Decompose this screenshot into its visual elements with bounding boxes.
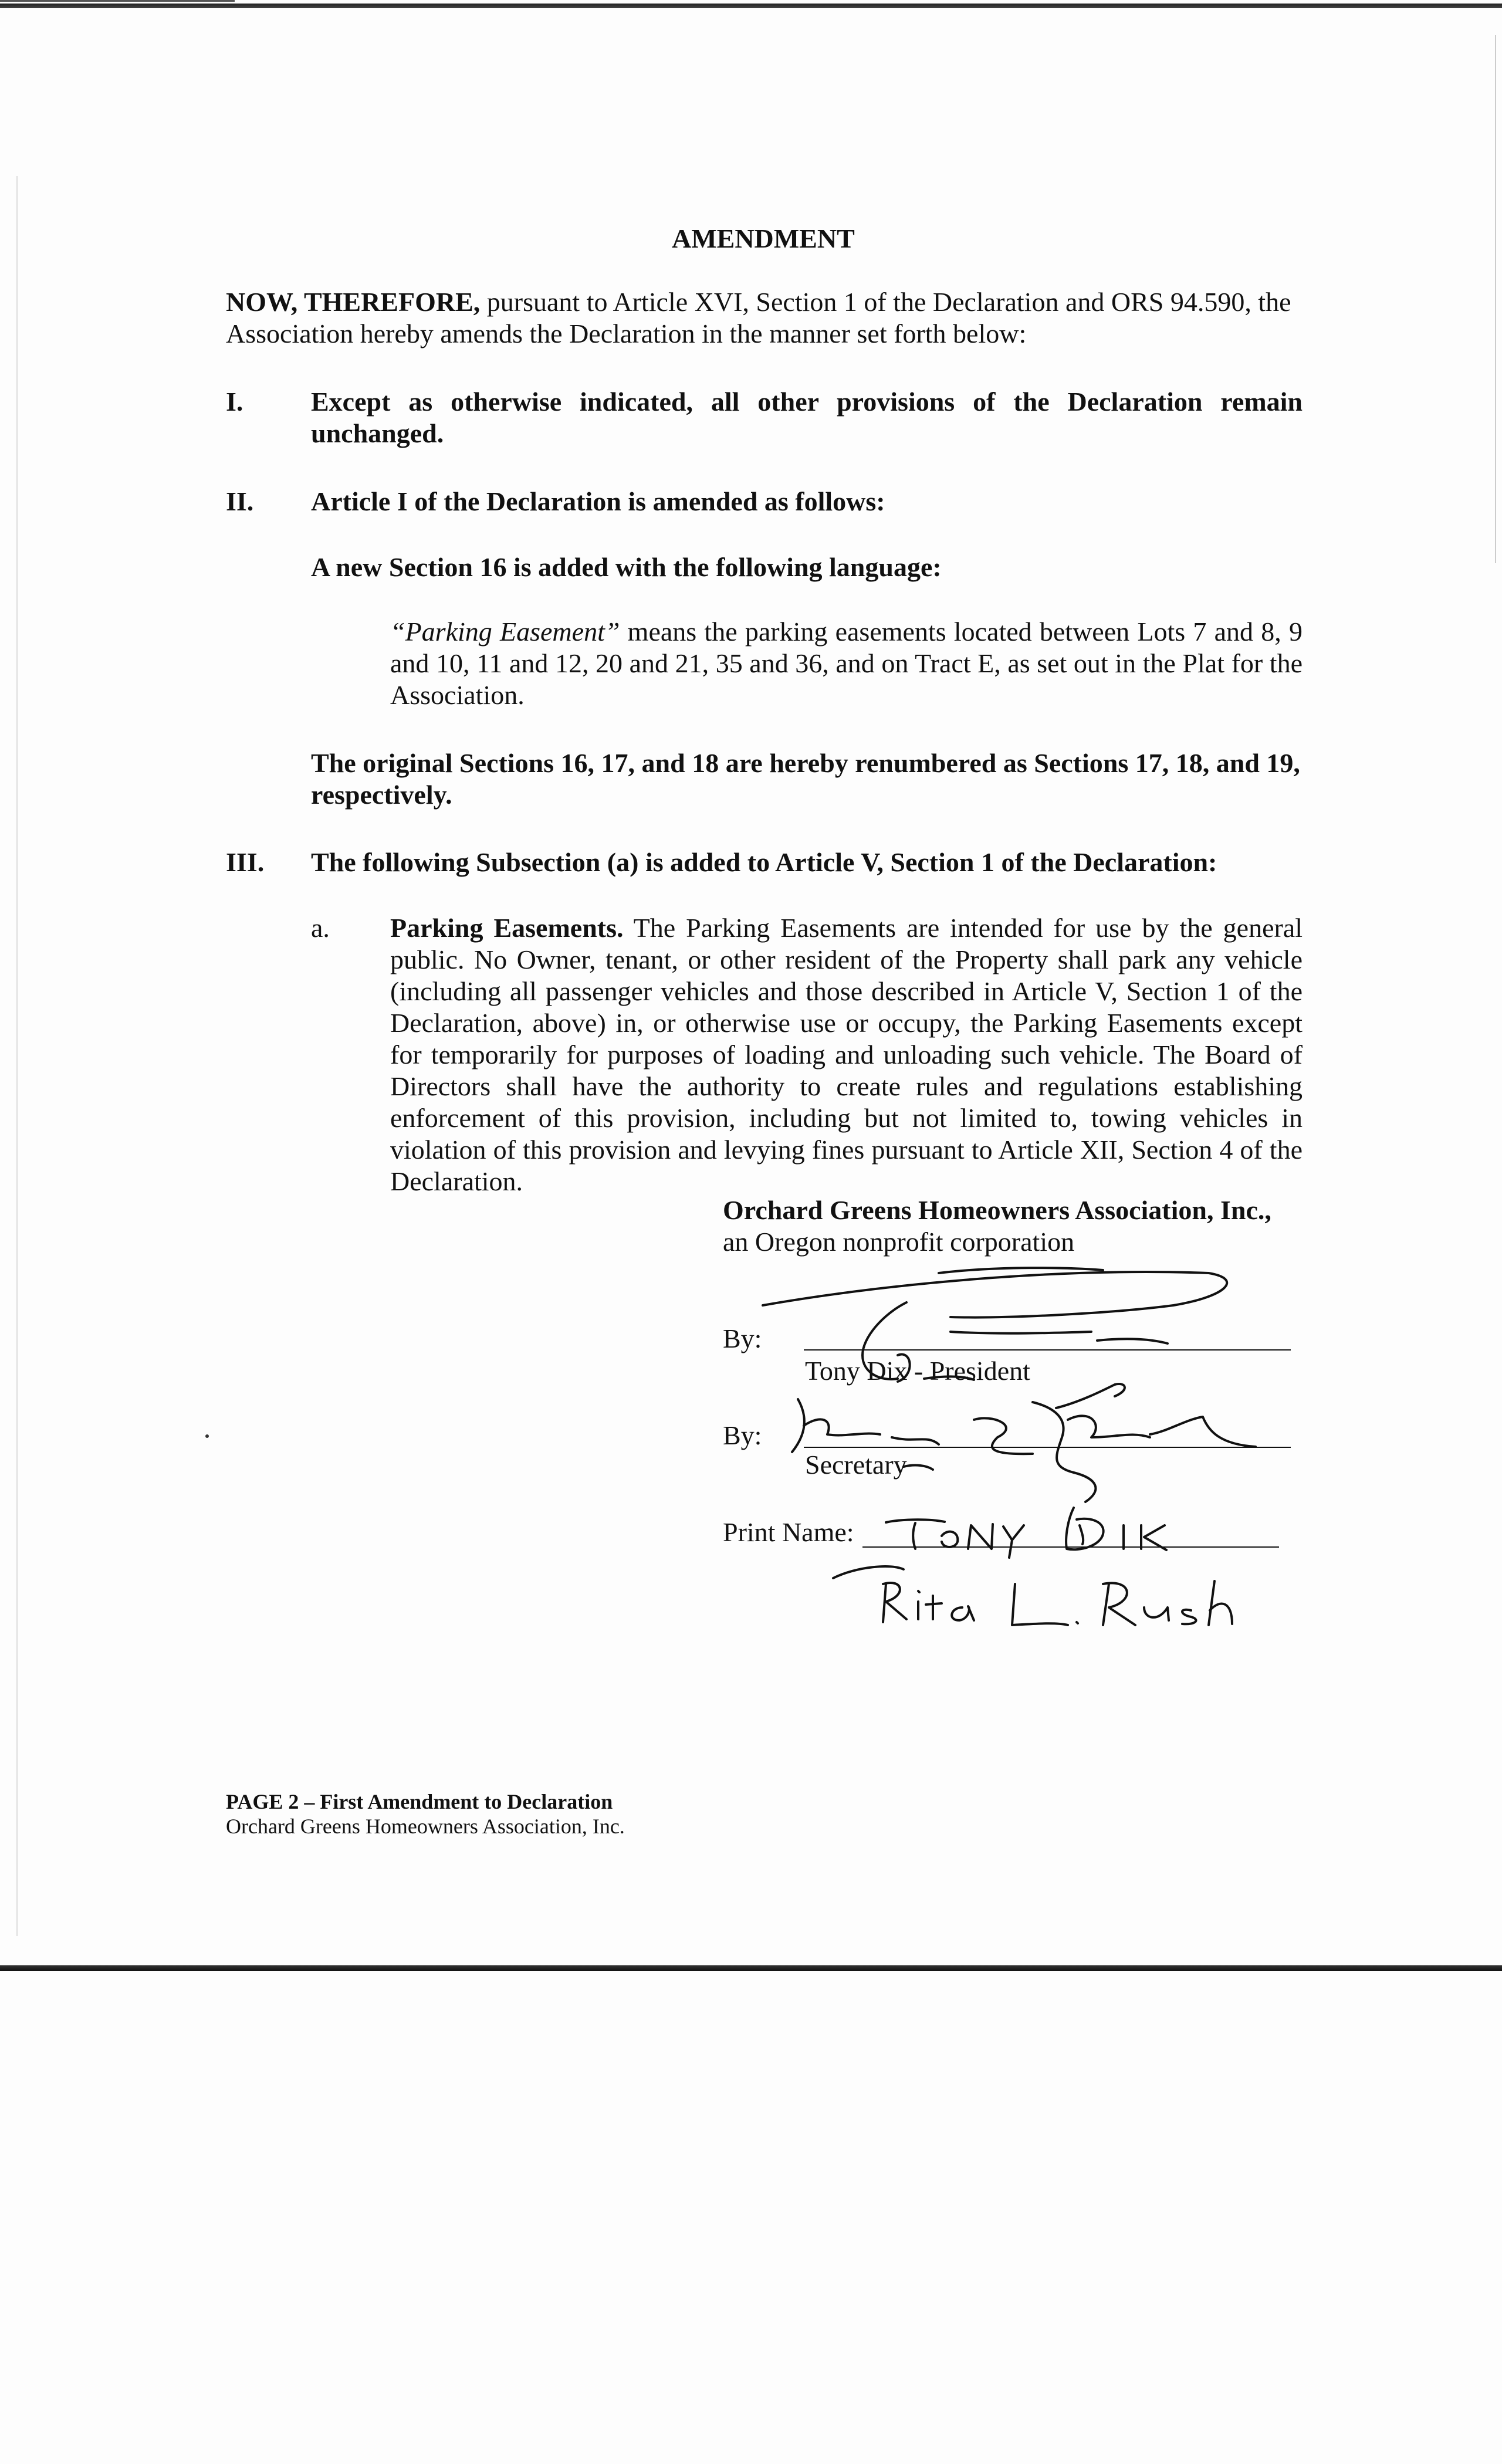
organization-description: an Oregon nonprofit corporation [723,1227,1075,1257]
subsection-letter: a. [311,913,330,943]
scan-edge-right [1495,35,1496,563]
parking-easement-definition [390,616,1303,711]
item-numeral-3: III. [226,847,265,877]
by-label-1: By: [723,1324,762,1353]
definition-text: means the parking easements located between Lots 7 and 8, 9 and 10, 11 and 12, 20 and 21, 35 and 36, and on Tract E, as set out in the Plat for the Association. [390,617,1303,710]
handwritten-tony-dix [886,1519,945,1549]
item-text-3: The following Subsection (a) is added to Article V, Section 1 of the Declaration: [311,847,1217,877]
signature-line-1 [804,1349,1291,1351]
item-numeral-2: II. [226,486,254,516]
signature-line-2 [804,1447,1291,1448]
handwritten-rita-rush [833,1566,906,1622]
organization-name: Orchard Greens Homeowners Association, Inc., [723,1195,1271,1225]
subsection-text: The Parking Easements are intended for use by the general public. No Owner, tenant, or other resident of the Property shall park any vehicle (including all passenger vehicles and those described in Article V, Section 1 of the Declaration, above) in, or otherwise use or occupy, the Parking Easements except for temporarily for purposes of loading and unloading such vehicle. The Board of Directors shall have the authority to create rules and regulations establishing enforcement of this provision, including but not limited to, towing vehicles in violation of this provision and levying fines pursuant to Article XII, Section 4 of the Declaration. [390,913,1303,1196]
scan-edge-left [16,176,18,1936]
page-title: AMENDMENT [672,224,855,253]
signature-rita-rush [792,1399,804,1452]
parking-easements-paragraph [390,912,1303,1197]
renumber-note: The original Sections 16, 17, and 18 are hereby renumbered as Sections 17, 18, and 19, respectively. [311,748,1300,810]
scan-edge-top [0,4,1502,8]
footer-association: Orchard Greens Homeowners Association, Inc. [226,1815,625,1838]
scan-edge-bottom [0,1965,1502,1971]
signer-title-1: Tony Dix - President [805,1356,1030,1386]
print-name-line [862,1546,1279,1548]
footer-page-label: PAGE 2 – First Amendment to Declaration [226,1790,613,1813]
preamble [226,286,1305,350]
scan-edge [0,0,235,2]
scan-speck [205,1434,209,1438]
signer-title-2: Secretary [805,1450,907,1480]
defined-term: “Parking Easement” [390,617,620,647]
item-text-1: Except as otherwise indicated, all other provisions of the Declaration remain unchanged. [311,387,1303,448]
subsection-heading: Parking Easements. [390,913,624,943]
section16-intro: A new Section 16 is added with the following language: [311,552,942,582]
item-text-2: Article I of the Declaration is amended as follows: [311,486,885,516]
preamble-lead: NOW, THEREFORE, [226,287,481,317]
by-label-2: By: [723,1420,762,1450]
preamble-text: pursuant to Article XVI, Section 1 of the Declaration and ORS 94.590, the Association hereby amends the Declaration in the manner set forth below: [226,287,1291,348]
signature-tony-dix [763,1272,1227,1317]
item-numeral-1: I. [226,387,243,417]
print-name-label: Print Name: [723,1517,854,1547]
